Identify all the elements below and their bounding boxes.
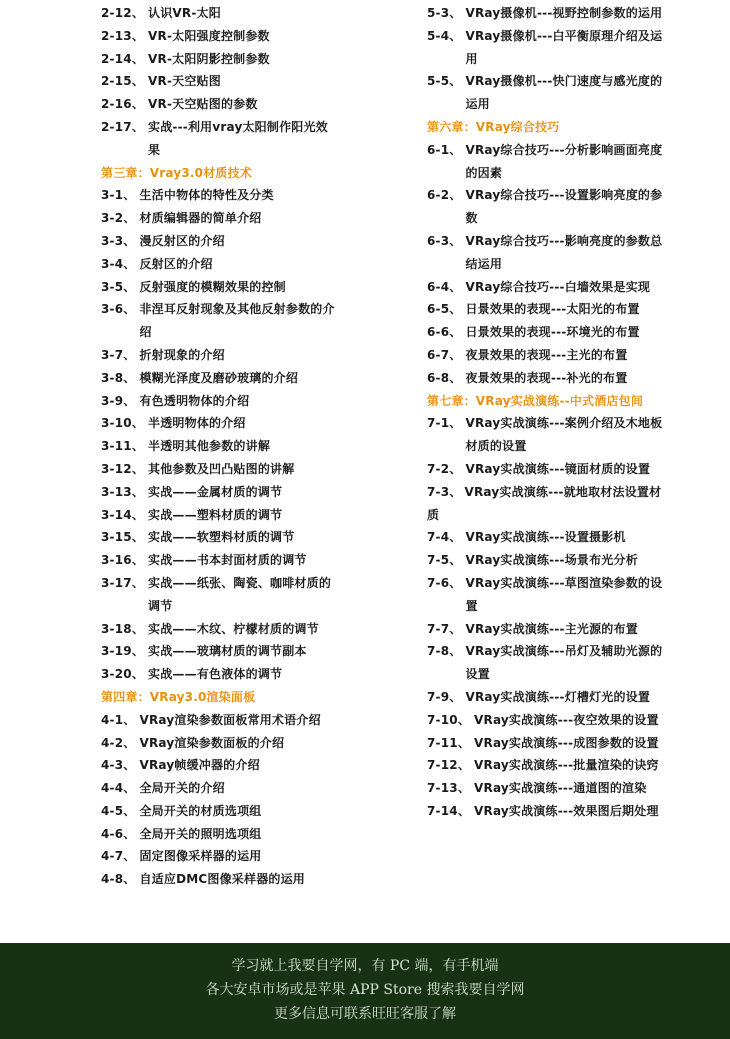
toc-item-title: VR-天空贴图的参数 — [148, 97, 258, 112]
toc-item-number: 4-7、 — [101, 849, 136, 864]
toc-item-number: 3-3、 — [101, 233, 136, 248]
toc-item-title: 半透明物体的介绍 — [148, 416, 246, 431]
toc-item — [427, 367, 663, 390]
toc-item-number: 7-9、 — [427, 689, 462, 704]
toc-item — [101, 2, 336, 25]
chapter-heading — [427, 116, 663, 139]
chapter-title: 第七章：VRay实战演练--中式酒店包间 — [427, 393, 644, 408]
toc-item-number: 5-3、 — [427, 6, 462, 20]
toc-item-number: 3-12、 — [101, 461, 145, 476]
toc-item — [101, 800, 336, 823]
toc-item-title: VRay渲染参数面板常用术语介绍 — [139, 712, 321, 727]
toc-item-number: 7-10、 — [427, 712, 471, 727]
toc-item — [101, 276, 336, 299]
toc-item — [427, 481, 663, 527]
toc-item — [427, 800, 663, 823]
toc-item-title: 认识VR-太阳 — [148, 6, 221, 20]
toc-item-title: 半透明其他参数的讲解 — [148, 439, 271, 454]
toc-item-title: VRay实战演练---效果图后期处理 — [474, 803, 659, 818]
toc-item — [101, 777, 336, 800]
footer-line-3: 更多信息可联系旺旺客服了解 — [274, 1006, 456, 1022]
toc-item — [101, 709, 336, 732]
toc-item — [101, 48, 336, 71]
toc-item-number: 7-7、 — [427, 621, 462, 636]
toc-item-number: 6-6、 — [427, 325, 462, 340]
toc-item-title: VRay实战演练---灯槽灯光的设置 — [465, 689, 651, 704]
toc-item — [427, 321, 663, 344]
toc-item-title: VRay综合技巧---设置影响亮度的参数 — [465, 188, 663, 226]
toc-item-number: 4-6、 — [101, 826, 136, 841]
toc-item-number: 7-6、 — [427, 575, 462, 590]
toc-item-number: 3-4、 — [101, 256, 136, 271]
toc-item-number: 3-8、 — [101, 370, 136, 385]
toc-item-title: 非涅耳反射现象及其他反射参数的介绍 — [139, 302, 335, 340]
toc-item-number: 7-1、 — [427, 416, 462, 431]
toc-item-title: 实战——金属材质的调节 — [148, 484, 283, 499]
toc-item-number: 4-8、 — [101, 872, 136, 887]
toc-item-title: VRay实战演练---吊灯及辅助光源的设置 — [465, 644, 663, 682]
toc-item — [427, 139, 663, 185]
chapter-heading — [427, 390, 663, 413]
toc-item — [427, 2, 663, 25]
toc-item-title: VRay实战演练---场景布光分析 — [465, 553, 638, 568]
toc-item-title: VRay摄像机---白平衡原理介绍及运用 — [465, 28, 663, 66]
toc-item-number: 2-12、 — [101, 6, 145, 20]
toc-item-title: 反射强度的模糊效果的控制 — [139, 279, 286, 294]
toc-item-number: 3-1、 — [101, 188, 136, 203]
toc-item-number: 7-5、 — [427, 553, 462, 568]
toc-item — [101, 868, 336, 891]
toc-item-title: 实战——玻璃材质的调节副本 — [148, 644, 307, 659]
toc-item-title: 反射区的介绍 — [139, 256, 213, 271]
toc-item-title: 生活中物体的特性及分类 — [139, 188, 274, 203]
toc-item — [101, 116, 336, 162]
toc-item-number: 7-12、 — [427, 758, 471, 773]
toc-item-title: 实战---利用vray太阳制作阳光效果 — [148, 119, 328, 157]
toc-item-title: VRay实战演练---设置摄影机 — [465, 530, 626, 545]
toc-item-title: VRay摄像机---快门速度与感光度的运用 — [465, 74, 663, 112]
toc-left-column — [101, 2, 336, 891]
toc-item — [427, 412, 663, 458]
toc-item-title: VRay实战演练---成图参数的设置 — [474, 735, 659, 750]
toc-item-title: 夜景效果的表现---补光的布置 — [465, 370, 628, 385]
toc-item — [427, 344, 663, 367]
toc-item-title: VRay实战演练---夜空效果的设置 — [474, 712, 659, 727]
toc-item — [101, 93, 336, 116]
toc-item-number: 6-5、 — [427, 302, 462, 317]
toc-item — [101, 412, 336, 435]
toc-item-number: 3-18、 — [101, 621, 145, 636]
toc-item-number: 2-13、 — [101, 28, 145, 43]
toc-item-number: 3-9、 — [101, 393, 136, 408]
toc-item-number: 6-7、 — [427, 347, 462, 362]
toc-item-title: VRay实战演练---案例介绍及木地板材质的设置 — [465, 416, 663, 454]
toc-item-number: 4-1、 — [101, 712, 136, 727]
toc-item — [427, 70, 663, 116]
toc-item-number: 5-4、 — [427, 28, 462, 43]
toc-item-number: 4-2、 — [101, 735, 136, 750]
toc-item-title: 实战——木纹、柠檬材质的调节 — [148, 621, 319, 636]
toc-item-title: VR-太阳强度控制参数 — [148, 28, 270, 43]
toc-item — [427, 618, 663, 641]
toc-item — [101, 481, 336, 504]
toc-item — [101, 845, 336, 868]
toc-item — [101, 367, 336, 390]
toc-item-number: 7-14、 — [427, 803, 471, 818]
toc-item — [101, 230, 336, 253]
toc-item-title: 固定图像采样器的运用 — [139, 849, 262, 864]
toc-item — [101, 504, 336, 527]
toc-item — [427, 572, 663, 618]
toc-item — [101, 823, 336, 846]
toc-item-title: 折射现象的介绍 — [139, 347, 225, 362]
toc-item-title: 全局开关的介绍 — [139, 781, 225, 796]
toc-item — [427, 526, 663, 549]
toc-item-title: 实战——有色液体的调节 — [148, 667, 283, 682]
toc-item-number: 4-4、 — [101, 781, 136, 796]
toc-item-number: 7-8、 — [427, 644, 462, 659]
toc-item-title: 实战——塑料材质的调节 — [148, 507, 283, 522]
toc-item-title: 夜景效果的表现---主光的布置 — [465, 347, 628, 362]
toc-item-number: 3-20、 — [101, 667, 145, 682]
footer-line-2: 各大安卓市场或是苹果 APP Store 搜索我要自学网 — [205, 982, 525, 998]
toc-item-number: 3-10、 — [101, 416, 145, 431]
chapter-title: 第四章：VRay3.0渲染面板 — [101, 689, 256, 704]
toc-item-title: VRay实战演练---草图渲染参数的设置 — [465, 575, 663, 613]
toc-item-number: 3-7、 — [101, 347, 136, 362]
toc-item-number: 7-11、 — [427, 735, 471, 750]
toc-item-title: VRay实战演练---镜面材质的设置 — [465, 461, 651, 476]
toc-item-title: VRay实战演练---主光源的布置 — [465, 621, 638, 636]
toc-item-title: VRay实战演练---通道图的渲染 — [474, 781, 647, 796]
toc-item-title: VRay实战演练---就地取材法设置材质 — [427, 484, 662, 522]
toc-item — [101, 549, 336, 572]
toc-item-title: VR-天空贴图 — [148, 74, 221, 89]
toc-item — [427, 709, 663, 732]
toc-item-title: VRay渲染参数面板的介绍 — [139, 735, 285, 750]
toc-item-number: 3-11、 — [101, 439, 145, 454]
toc-item — [101, 253, 336, 276]
toc-item-title: 实战——纸张、陶瓷、咖啡材质的调节 — [148, 575, 332, 613]
toc-item-title: VRay摄像机---视野控制参数的运用 — [465, 6, 663, 20]
toc-item — [101, 184, 336, 207]
toc-item — [101, 70, 336, 93]
toc-item — [427, 298, 663, 321]
toc-item-title: VRay综合技巧---分析影响画面亮度的因素 — [465, 142, 663, 180]
toc-item — [427, 458, 663, 481]
toc-item-title: VRay综合技巧---影响亮度的参数总结运用 — [465, 233, 663, 271]
toc-item — [101, 732, 336, 755]
toc-item — [427, 777, 663, 800]
chapter-title: 第六章：VRay综合技巧 — [427, 119, 560, 134]
toc-item-title: VR-太阳阴影控制参数 — [148, 51, 270, 66]
toc-item-title: 材质编辑器的简单介绍 — [139, 211, 262, 226]
toc-item — [101, 25, 336, 48]
toc-item — [101, 754, 336, 777]
toc-item-number: 3-14、 — [101, 507, 145, 522]
toc-item-number: 2-15、 — [101, 74, 145, 89]
toc-item-title: 漫反射区的介绍 — [139, 233, 225, 248]
toc-item — [427, 686, 663, 709]
toc-item-number: 3-19、 — [101, 644, 145, 659]
toc-item-title: 实战——软塑料材质的调节 — [148, 530, 295, 545]
toc-item-number: 5-5、 — [427, 74, 462, 89]
toc-item — [427, 732, 663, 755]
toc-item — [101, 618, 336, 641]
toc-item-title: 实战——书本封面材质的调节 — [148, 553, 307, 568]
toc-item-title: 模糊光泽度及磨砂玻璃的介绍 — [139, 370, 299, 385]
toc-item — [101, 526, 336, 549]
toc-right-column — [427, 2, 663, 823]
toc-item-number: 6-8、 — [427, 370, 462, 385]
toc-item-title: VRay实战演练---批量渲染的诀窍 — [474, 758, 659, 773]
toc-item — [101, 435, 336, 458]
toc-item — [101, 207, 336, 230]
toc-item — [101, 458, 336, 481]
toc-item-number: 6-2、 — [427, 188, 462, 203]
toc-item-number: 4-3、 — [101, 758, 136, 773]
toc-item — [101, 344, 336, 367]
toc-item — [101, 390, 336, 413]
chapter-heading — [101, 162, 336, 185]
toc-item-number: 6-3、 — [427, 233, 462, 248]
toc-item-number: 3-15、 — [101, 530, 145, 545]
toc-item — [427, 230, 663, 276]
toc-item — [427, 754, 663, 777]
toc-item-number: 7-4、 — [427, 530, 462, 545]
toc-item — [427, 276, 663, 299]
toc-item-number: 2-17、 — [101, 119, 145, 134]
toc-item — [427, 25, 663, 71]
toc-item — [427, 549, 663, 572]
toc-item-number: 7-3、 — [427, 484, 462, 499]
toc-item-title: VRay综合技巧---白墙效果是实现 — [465, 279, 651, 294]
toc-item — [101, 663, 336, 686]
toc-item-title: 有色透明物体的介绍 — [139, 393, 250, 408]
toc-item-number: 2-14、 — [101, 51, 145, 66]
toc-item — [101, 640, 336, 663]
toc-item-title: 全局开关的材质选项组 — [139, 803, 262, 818]
toc-item-title: 自适应DMC图像采样器的运用 — [139, 872, 305, 887]
toc-item-title: 其他参数及凹凸贴图的讲解 — [148, 461, 295, 476]
toc-item-number: 6-4、 — [427, 279, 462, 294]
toc-item-number: 3-6、 — [101, 302, 136, 317]
toc-item-title: 日景效果的表现---环境光的布置 — [465, 325, 640, 340]
toc-item-title: VRay帧缓冲器的介绍 — [139, 758, 260, 773]
chapter-title: 第三章：Vray3.0材质技术 — [101, 165, 253, 180]
toc-item-title: 日景效果的表现---太阳光的布置 — [465, 302, 640, 317]
toc-item-number: 6-1、 — [427, 142, 462, 157]
toc-item-number: 3-16、 — [101, 553, 145, 568]
footer-line-1: 学习就上我要自学网，有 PC 端，有手机端 — [231, 958, 499, 974]
toc-item-number: 2-16、 — [101, 97, 145, 112]
toc-item — [101, 298, 336, 344]
toc-item-number: 3-2、 — [101, 211, 136, 226]
toc-item-number: 4-5、 — [101, 803, 136, 818]
toc-item — [427, 640, 663, 686]
toc-item — [101, 572, 336, 618]
footer-banner — [0, 943, 730, 1039]
toc-item — [427, 184, 663, 230]
toc-item-title: 全局开关的照明选项组 — [139, 826, 262, 841]
toc-item-number: 7-2、 — [427, 461, 462, 476]
toc-item-number: 7-13、 — [427, 781, 471, 796]
toc-item-number: 3-17、 — [101, 575, 145, 590]
chapter-heading — [101, 686, 336, 709]
toc-item-number: 3-5、 — [101, 279, 136, 294]
toc-item-number: 3-13、 — [101, 484, 145, 499]
